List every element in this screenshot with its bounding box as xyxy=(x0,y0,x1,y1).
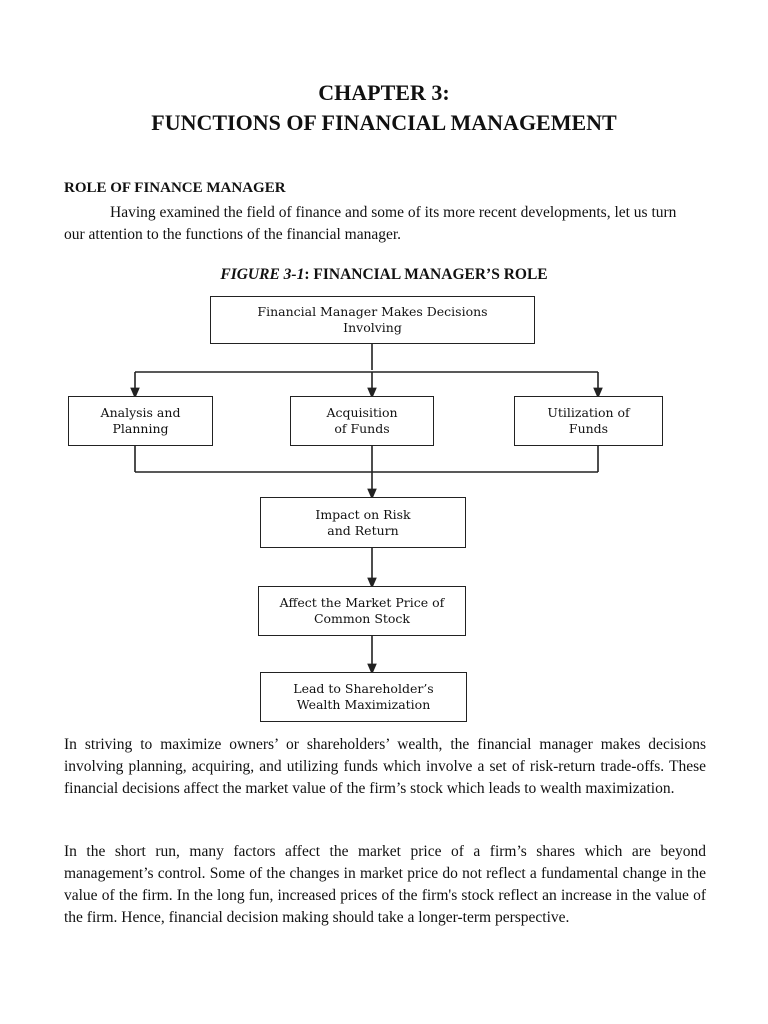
decisions-box: Financial Manager Makes Decisions Involving xyxy=(210,296,535,344)
section-heading: ROLE OF FINANCE MANAGER xyxy=(64,180,286,196)
figure-label: FIGURE 3-1 xyxy=(220,266,305,283)
risk-return-box: Impact on Risk and Return xyxy=(260,497,466,548)
body-paragraph-2: In the short run, many factors affect the market price of a firm’s shares which are beyond management’s control. Some of the changes in market price do not reflect a fundamental change in the value of the firm. In the long fun, increased prices of the firm's stock reflect an increase in the value of the firm. Hence, financial decision making should take a longer-term perspective. xyxy=(64,843,706,926)
figure-caption: : FINANCIAL MANAGER’S ROLE xyxy=(304,266,548,283)
figure-title xyxy=(0,266,768,284)
body-paragraph-1: In striving to maximize owners’ or shareholders’ wealth, the financial manager makes decisions involving planning, acquiring, and utilizing funds which involve a set of risk-return trade-offs. These financial decisions affect the market value of the firm’s stock which leads to wealth maximization. xyxy=(64,736,706,797)
chapter-number: CHAPTER 3: xyxy=(318,80,450,105)
analysis-planning-box: Analysis and Planning xyxy=(68,396,213,446)
chapter-title: FUNCTIONS OF FINANCIAL MANAGEMENT xyxy=(151,110,617,135)
utilization-funds-box: Utilization of Funds xyxy=(514,396,663,446)
intro-paragraph: Having examined the field of finance and some of its more recent developments, let us turn our attention to the functions of the financial manager. xyxy=(64,204,677,243)
acquisition-funds-box: Acquisition of Funds xyxy=(290,396,434,446)
wealth-maximization-box: Lead to Shareholder’s Wealth Maximization xyxy=(260,672,467,722)
market-price-box: Affect the Market Price of Common Stock xyxy=(258,586,466,636)
